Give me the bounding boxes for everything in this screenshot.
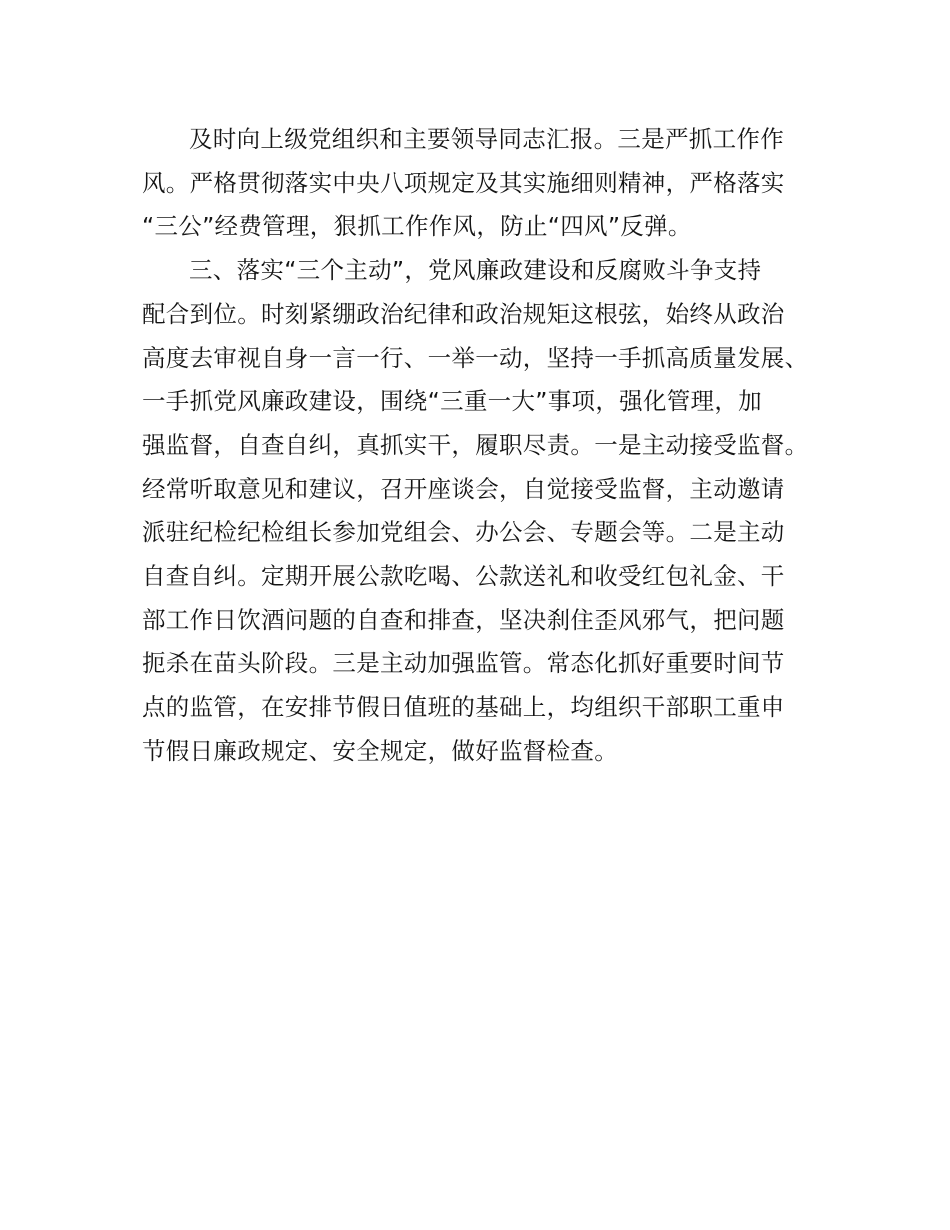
text-line: 经常听取意见和建议，召开座谈会，自觉接受监督，主动邀请 (142, 474, 785, 503)
text-line: “三公”经费管理，狠抓工作作风，防止“四风”反弹。 (142, 212, 692, 241)
text-line: 自查自纠。定期开展公款吃喝、公款送礼和收受红包礼金、干 (142, 562, 785, 591)
paragraph-2 (142, 249, 822, 773)
text-line: 部工作日饮酒问题的自查和排查，坚决刹住歪风邪气，把问题 (142, 605, 785, 634)
text-line: 点的监管，在安排节假日值班的基础上，均组织干部职工重申 (142, 693, 785, 722)
text-line: 派驻纪检纪检组长参加党组会、办公会、专题会等。二是主动 (142, 518, 785, 547)
text-line: 风。严格贯彻落实中央八项规定及其实施细则精神，严格落实 (142, 168, 785, 197)
text-line: 配合到位。时刻紧绷政治纪律和政治规矩这根弦，始终从政治 (142, 299, 785, 328)
text-line: 一手抓党风廉政建设，围绕“三重一大”事项，强化管理，加 (142, 387, 762, 416)
text-line: 扼杀在苗头阶段。三是主动加强监管。常态化抓好重要时间节 (142, 649, 785, 678)
text-line: 及时向上级党组织和主要领导同志汇报。三是严抓工作作 (189, 125, 784, 153)
text-line: 节假日廉政规定、安全规定，做好监督检查。 (142, 736, 618, 765)
document-body (142, 118, 822, 774)
text-line: 强监督，自查自纠，真抓实干，履职尽责。一是主动接受监督。 (142, 430, 809, 459)
paragraph-1 (142, 118, 822, 249)
text-line: 高度去审视自身一言一行、一举一动，坚持一手抓高质量发展、 (142, 343, 809, 372)
text-line: 三、落实“三个主动”，党风廉政建设和反腐败斗争支持 (189, 256, 762, 285)
